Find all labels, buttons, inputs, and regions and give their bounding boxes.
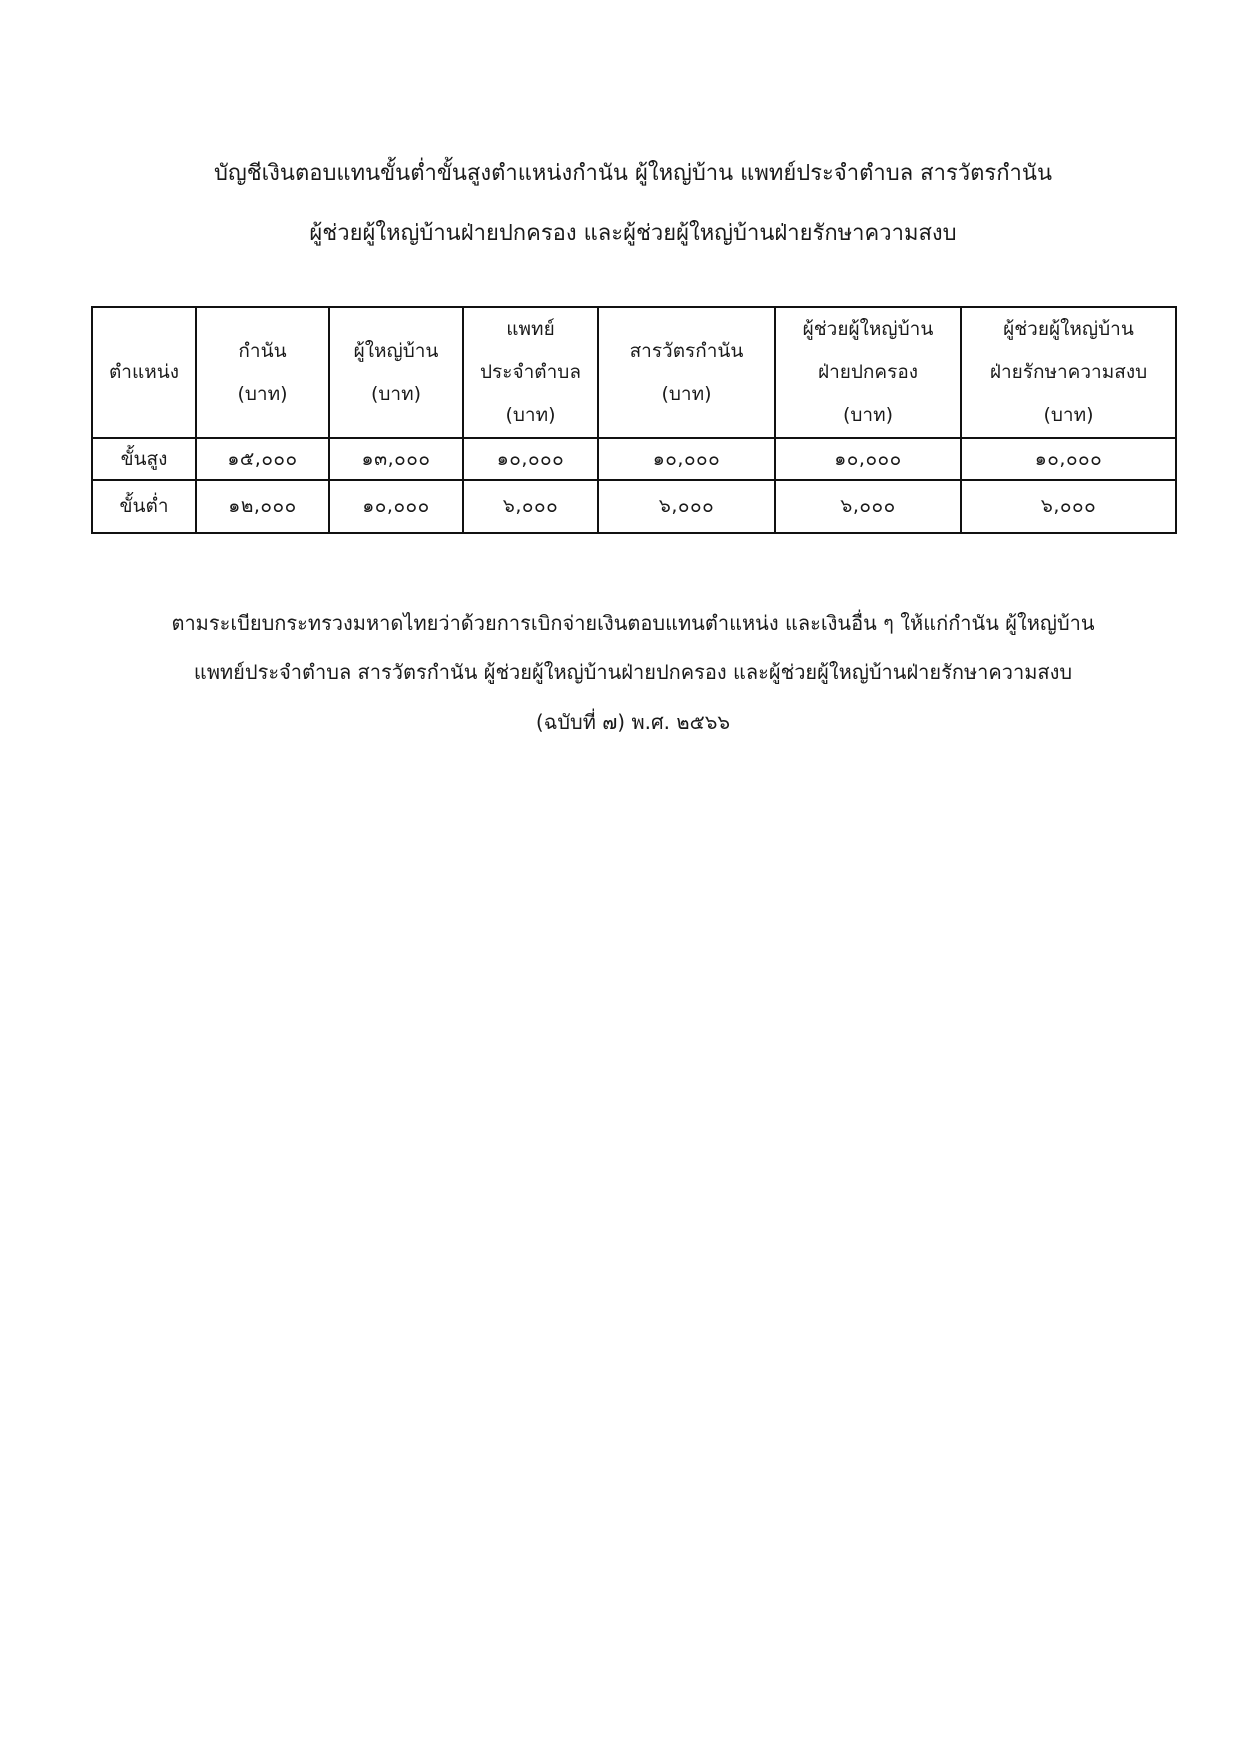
header-position: ตำแหน่ง: [92, 307, 196, 438]
table-cell: ๑๕,๐๐๐: [196, 438, 329, 480]
header-village-headman: ผู้ใหญ่บ้าน (บาท): [329, 307, 463, 438]
compensation-table: [91, 306, 1177, 534]
row-label: ขั้นต่ำ: [92, 480, 196, 533]
header-subdistrict-doctor: แพทย์ ประจำตำบล (บาท): [463, 307, 598, 438]
table-row-maximum: [92, 438, 1176, 480]
table-cell: ๖,๐๐๐: [598, 480, 775, 533]
table-cell: ๑๐,๐๐๐: [329, 480, 463, 533]
table-row-minimum: [92, 480, 1176, 533]
footer-note-line-2: แพทย์ประจำตำบล สารวัตรกำนัน ผู้ช่วยผู้ใหญ่บ้านฝ่ายปกครอง และผู้ช่วยผู้ใหญ่บ้านฝ่ายรักษาความสงบ: [193, 660, 1073, 684]
table-cell: ๑๐,๐๐๐: [961, 438, 1176, 480]
table-cell: ๑๐,๐๐๐: [463, 438, 598, 480]
table-cell: ๖,๐๐๐: [775, 480, 961, 533]
table-cell: ๑๒,๐๐๐: [196, 480, 329, 533]
document-title-line-1: บัญชีเงินตอบแทนขั้นต่ำขั้นสูงตำแหน่งกำนัน ผู้ใหญ่บ้าน แพทย์ประจำตำบล สารวัตรกำนัน: [214, 161, 1052, 186]
row-label: ขั้นสูง: [92, 438, 196, 480]
footer-note-line-3: (ฉบับที่ ๗) พ.ศ. ๒๕๖๖: [535, 710, 731, 734]
table-cell: ๑๓,๐๐๐: [329, 438, 463, 480]
footer-note-line-1: ตามระเบียบกระทรวงมหาดไทยว่าด้วยการเบิกจ่ายเงินตอบแทนตำแหน่ง และเงินอื่น ๆ ให้แก่กำนัน ผู้ใหญ่บ้าน: [171, 611, 1095, 635]
header-assistant-admin: ผู้ช่วยผู้ใหญ่บ้าน ฝ่ายปกครอง (บาท): [775, 307, 961, 438]
header-kamnan: กำนัน (บาท): [196, 307, 329, 438]
header-assistant-security: ผู้ช่วยผู้ใหญ่บ้าน ฝ่ายรักษาความสงบ (บาท): [961, 307, 1176, 438]
table-cell: ๑๐,๐๐๐: [775, 438, 961, 480]
table-cell: ๑๐,๐๐๐: [598, 438, 775, 480]
table-header-row: [92, 307, 1176, 438]
header-kamnan-inspector: สารวัตรกำนัน (บาท): [598, 307, 775, 438]
table-cell: ๖,๐๐๐: [463, 480, 598, 533]
document-title-line-2: ผู้ช่วยผู้ใหญ่บ้านฝ่ายปกครอง และผู้ช่วยผู้ใหญ่บ้านฝ่ายรักษาความสงบ: [309, 221, 957, 246]
table-cell: ๖,๐๐๐: [961, 480, 1176, 533]
